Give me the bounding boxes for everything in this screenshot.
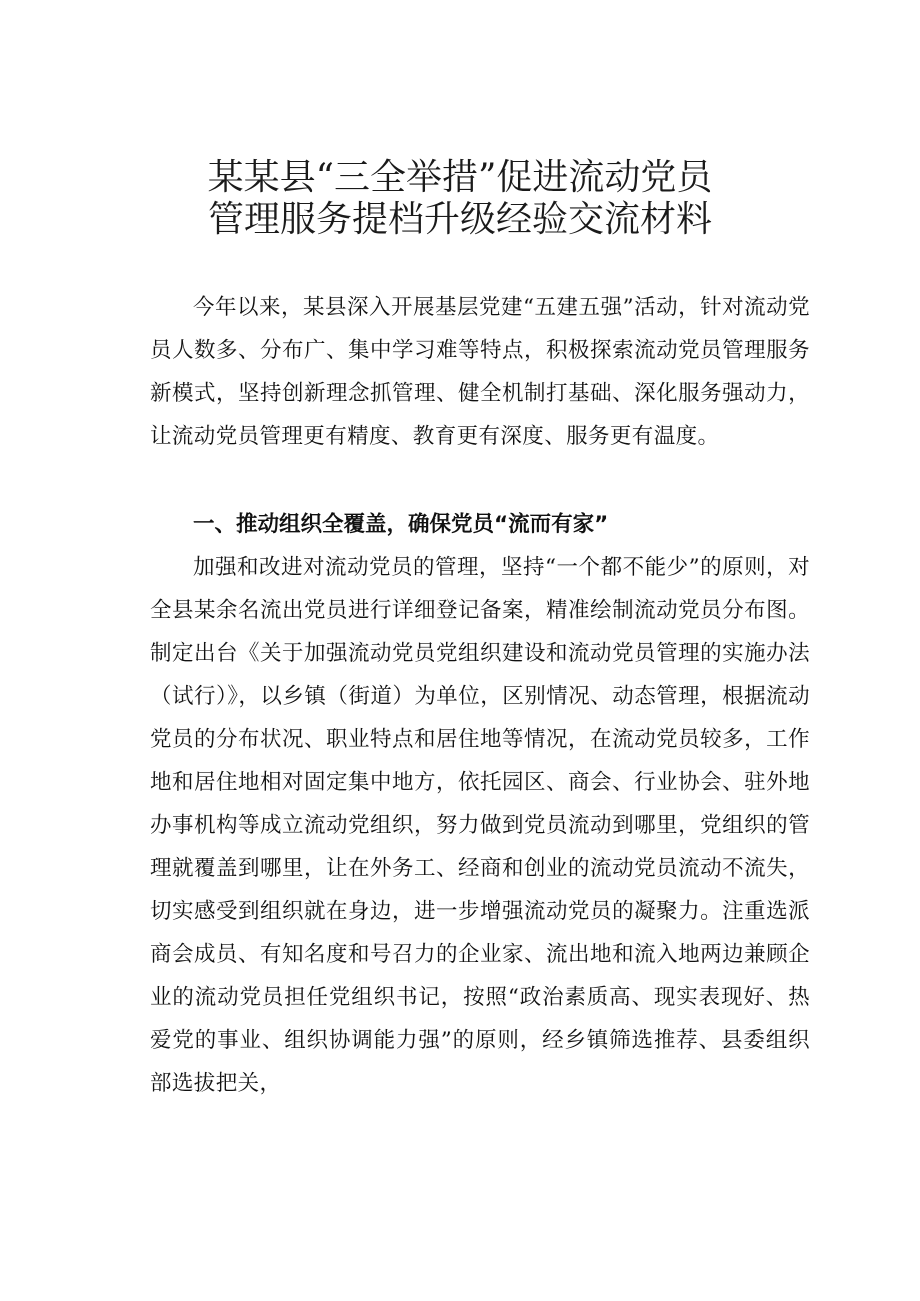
document-title-line-1: 某某县“三全举措”促进流动党员	[207, 157, 713, 198]
intro-paragraph: 今年以来，某县深入开展基层党建“五建五强”活动，针对流动党员人数多、分布广、集中学习难等特点，积极探索流动党员管理服务新模式，坚持创新理念抓管理、健全机制打基础、深化服务强动力，让流动党员管理更有精度、教育更有深度、服务更有温度。	[150, 295, 810, 449]
section-1-paragraph-container	[150, 546, 810, 1105]
section-1-paragraph: 加强和改进对流动党员的管理，坚持“一个都不能少”的原则，对全县某余名流出党员进行详细登记备案，精准绘制流动党员分布图。制定出台《关于加强流动党员党组织建设和流动党员管理的实施办法（试行）》，以乡镇（街道）为单位，区别情况、动态管理，根据流动党员的分布状况、职业特点和居住地等情况，在流动党员较多，工作地和居住地相对固定集中地方，依托园区、商会、行业协会、驻外地办事机构等成立流动党组织，努力做到党员流动到哪里，党组织的管理就覆盖到哪里，让在外务工、经商和创业的流动党员流动不流失，切实感受到组织就在身边，进一步增强流动党员的凝聚力。注重选派商会成员、有知名度和号召力的企业家、流出地和流入地两边兼顾企业的流动党员担任党组织书记，按照“政治素质高、现实表现好、热爱党的事业、组织协调能力强”的原则，经乡镇筛选推荐、县委组织部选拔把关，	[150, 555, 810, 1096]
intro-paragraph-container	[150, 286, 810, 458]
document-title-line-2: 管理服务提档升级经验交流材料	[207, 199, 712, 240]
section-1-heading: 一、推动组织全覆盖，确保党员“流而有家”	[193, 512, 609, 537]
